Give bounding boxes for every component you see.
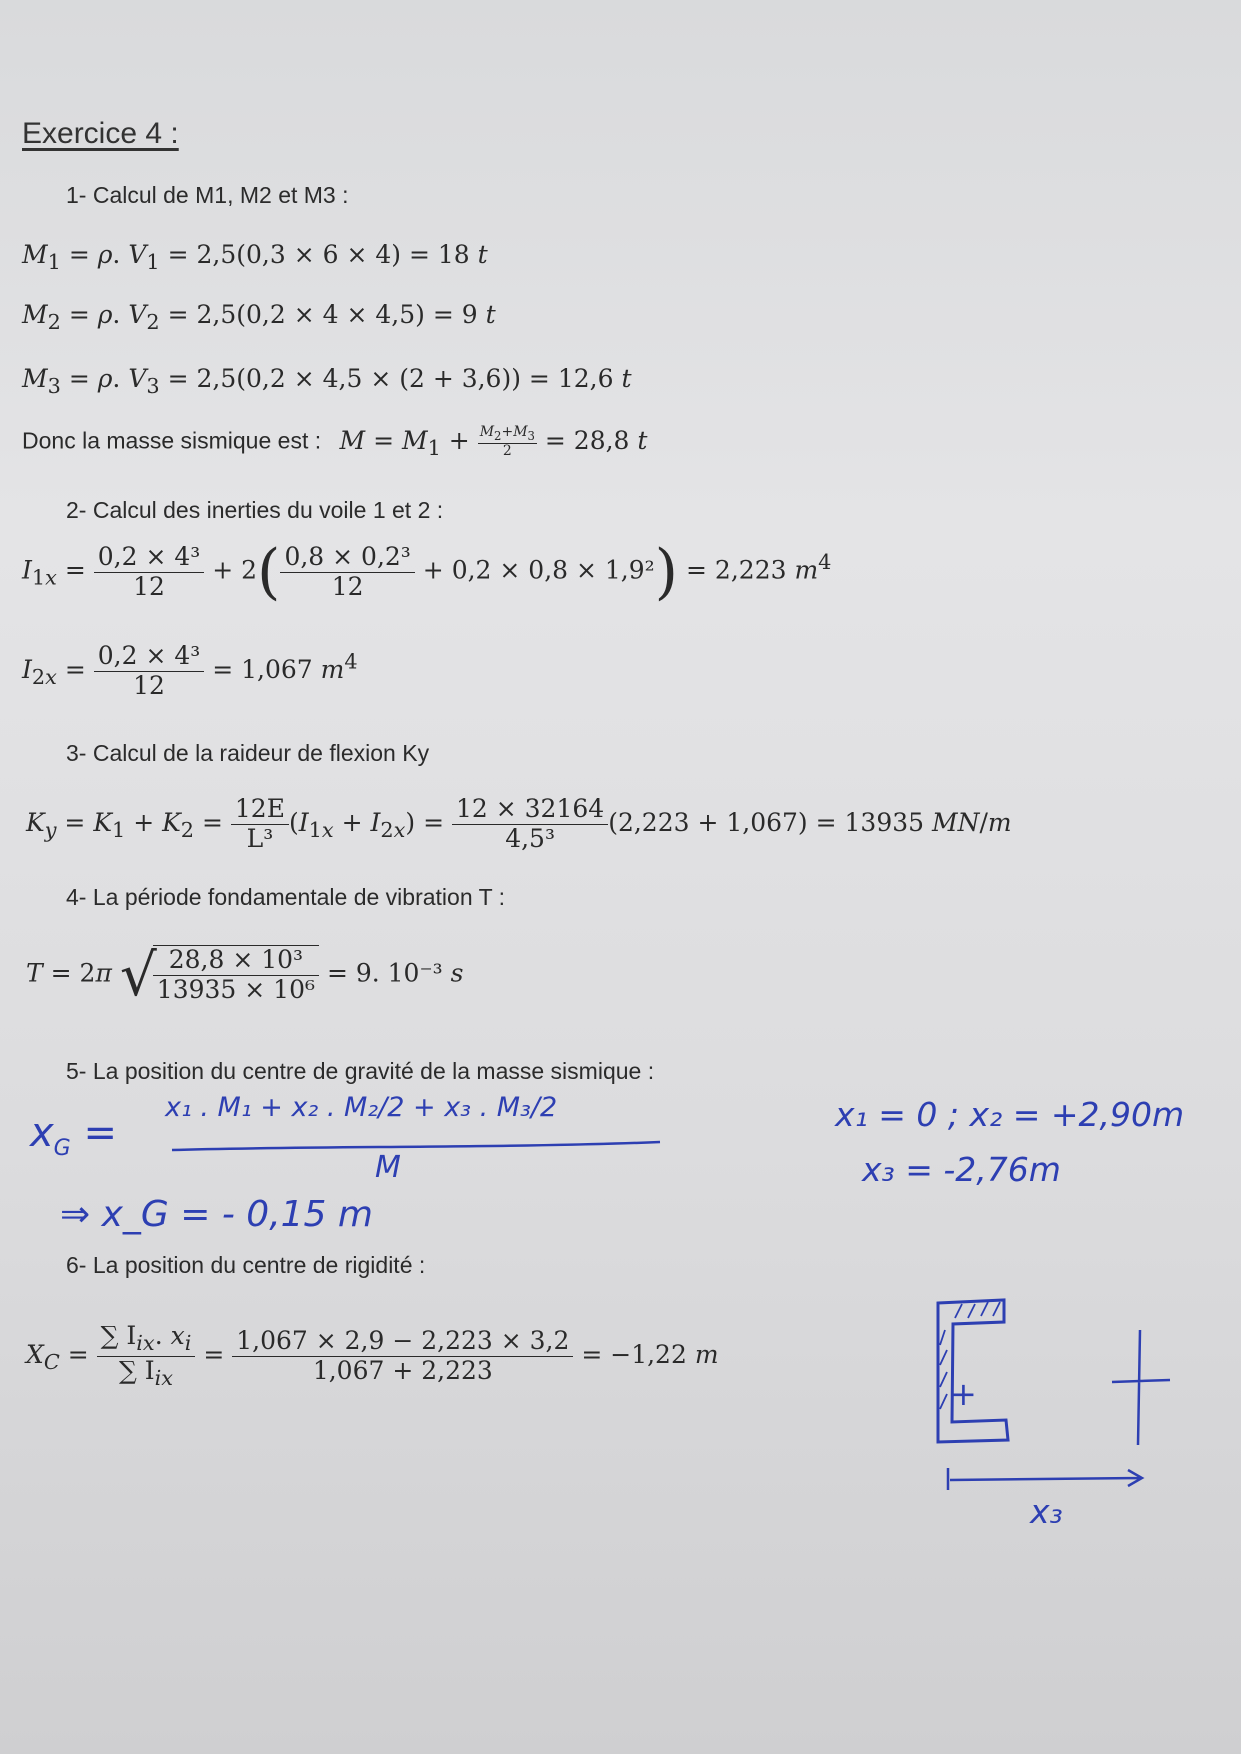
equation-m3-rhs: = 2,5(0,2 × 4,5 × (2 + 3,6)) = 12,6 [159, 364, 622, 393]
period-den: 13935 × 10⁶ [156, 974, 315, 1004]
handwritten-x3: x₃ = -2,76m [862, 1150, 1061, 1189]
centroid-plus-sign: + [950, 1375, 977, 1413]
axis-cross-sketch [1112, 1330, 1170, 1445]
seismic-mass-text: Donc la masse sismique est : [22, 427, 322, 454]
section-3-heading: 3- Calcul de la raideur de flexion Ky [66, 740, 430, 766]
ky-num-1: 12E [231, 795, 289, 825]
equation-ky: $K_y = K_1 + K_2$ = $\frac{12E}{\text{L³}}$ $(I_{1x} + I_{2x})$ = $\frac{12 \times 32164}{\text{4,5³}}$ (2,223 + 1,067) = 13935 MN/m [26, 794, 1012, 853]
section-1-heading: 1- Calcul de M1, M2 et M3 : [66, 182, 349, 208]
section-4-heading: 4- La période fondamentale de vibration T : [66, 884, 505, 910]
handwritten-xg-denominator: M [375, 1150, 401, 1185]
ky-result: (2,223 + 1,067) = 13935 [608, 807, 932, 837]
i1x-den-1: 12 [133, 571, 165, 601]
diagram-x3-label: x₃ [1030, 1492, 1063, 1531]
wall-section-sketch [938, 1300, 1008, 1442]
x3-dimension-arrow [948, 1468, 1142, 1490]
i1x-num-2: 0,8 × 0,2³ [280, 543, 414, 573]
i1x-tail: + 0,2 × 0,8 × 1,9² [422, 555, 655, 585]
xc-den-1: ∑ I [118, 1355, 155, 1385]
ky-den-1: L³ [246, 823, 274, 853]
i1x-den-2: 12 [331, 571, 364, 601]
equation-i2x: $I_{2x}$ = $\frac{\text{0,2 × 4³}}{12}$ = 1,067 $m^4$ [22, 641, 358, 700]
equation-i1x: $I_{1x}$ = $\frac{\text{0,2 × 4³}}{12}$ + 2( $\frac{\text{0,8 × 0,2³}}{12}$ + 0,2 × 0,8 × 1,9²) = 2,223 $m^4$ [22, 537, 832, 607]
handwritten-xg-numerator: x₁ . M₁ + x₂ . M₂/2 + x₃ . M₃/2 [165, 1092, 558, 1123]
ky-num-2: 12 × 32164 [452, 795, 608, 825]
i2x-den: 12 [133, 670, 165, 700]
i2x-result: = 1,067 [204, 654, 321, 684]
xc-result: = −1,22 [573, 1339, 695, 1369]
section-6-heading: 6- La position du centre de rigidité : [66, 1252, 426, 1278]
equation-xc: $X_C$ = $\frac{\sum I_{ix}. x_i}{\sum I_{ix}}$ = $\frac{1,067 \times 2,9 - 2,223 \times 3,2}{1,067 + 2,223}$ = −1,22 m [26, 1321, 719, 1390]
xc-fraction-1: $\frac{\sum I_{ix}. x_i}{\sum I_{ix}}$ [97, 1322, 196, 1391]
xc-den-2: 1,067 + 2,223 [312, 1355, 493, 1385]
handwritten-xg-symbol: x [30, 1110, 54, 1156]
period-result: = 9. 10⁻³ [319, 958, 451, 988]
i2x-num: 0,2 × 4³ [94, 642, 205, 672]
handwritten-xg-result: ⇒ x_G = - 0,15 m [60, 1194, 373, 1235]
seismic-mass-result: = 28,8 [536, 425, 638, 455]
ky-den-2: 4,5³ [505, 823, 555, 853]
i1x-num-1: 0,2 × 4³ [94, 543, 205, 573]
equation-m2: $M_2 = \rho$. $V_2 = 2,5(0,2 \times 4 \times 4,5) = 9$ t [22, 300, 496, 334]
exercise-title: Exercice 4 : [22, 117, 179, 150]
equation-m3: $M_3 = \rho$. $V_3 = 2,5(0,2 \times 4,5 \times (2 + 3,6)) = 12,6$ t [22, 364, 632, 398]
handwritten-x1-x2: x₁ = 0 ; x₂ = +2,90m [835, 1095, 1185, 1134]
seismic-mass-fraction: $\frac{M_2+M_3}{2}$ [479, 424, 535, 459]
section-5-heading: 5- La position du centre de gravité de la masse sismique : [66, 1058, 655, 1084]
equation-m1: $M_1 = \rho$. $V_1 = 2,5(0,3 \times 6 \times 4) = 18$ t [22, 240, 488, 274]
equation-period: T = 2π √ $\frac{\text{28,8 × 10³}}{\text{13935 × 10⁶}}$ = 9. 10⁻³ s [26, 940, 464, 1009]
xc-num-1: ∑ I [100, 1321, 137, 1350]
equation-m1-rhs: = 2,5(0,3 × 6 × 4) = 18 [159, 240, 478, 269]
handwritten-xg-lhs: $x_G$ = [30, 1110, 117, 1161]
xc-num-2: 1,067 × 2,9 − 2,223 × 3,2 [232, 1327, 573, 1357]
period-num: 28,8 × 10³ [153, 946, 319, 976]
section-2-heading: 2- Calcul des inerties du voile 1 et 2 : [66, 497, 444, 523]
handwritten-fraction-bar [172, 1142, 660, 1150]
equation-m2-rhs: = 2,5(0,2 × 4 × 4,5) = 9 [159, 300, 486, 329]
i1x-result: = 2,223 [678, 555, 795, 585]
seismic-mass-line: Donc la masse sismique est : $M = M_1$ + $\frac{M_2+M_3}{2}$ = 28,8 t [22, 424, 648, 460]
